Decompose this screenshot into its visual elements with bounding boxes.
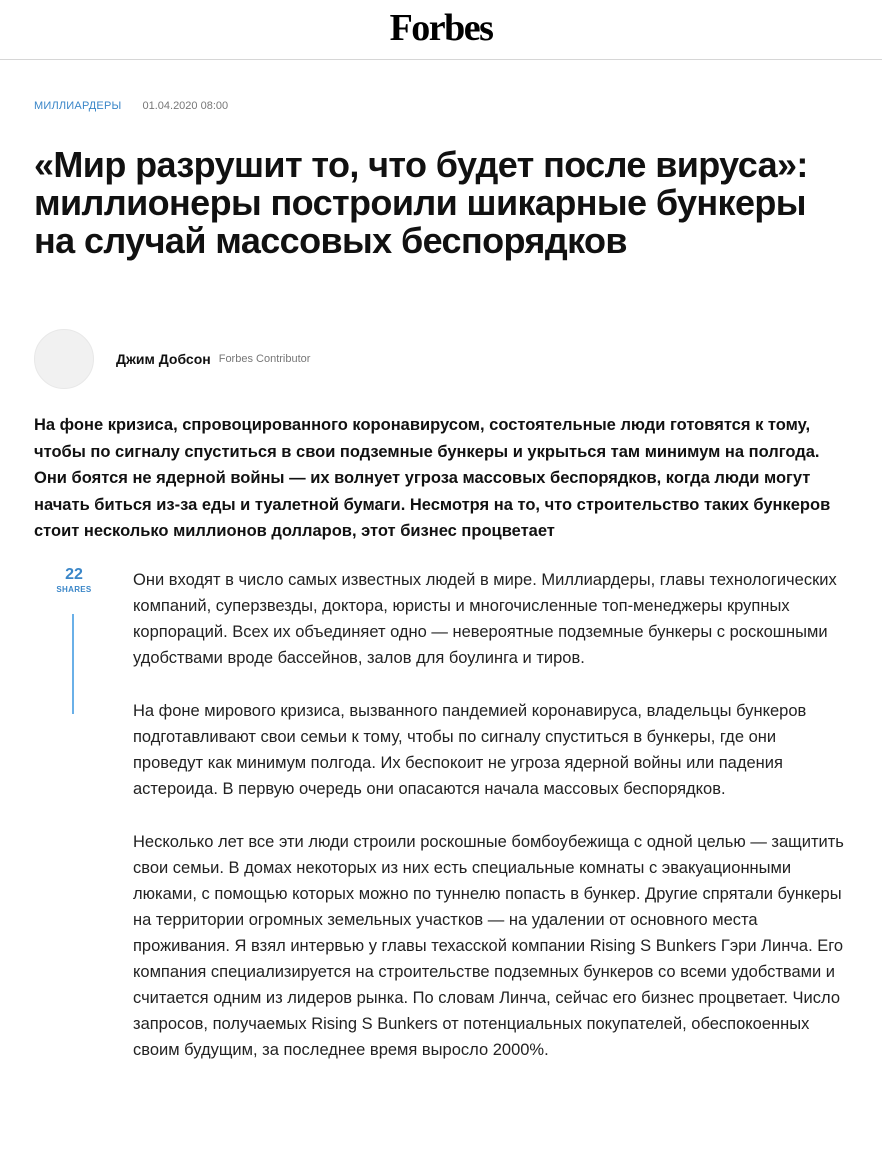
site-header <box>0 0 882 60</box>
author-byline <box>34 328 310 390</box>
body-paragraph: Несколько лет все эти люди строили роскошные бомбоубежища с одной целью — защитить свои семьи. В домах некоторых из них есть специальные комнаты с эвакуационными люками, с помощью которых можно по туннелю попасть в бункер. Другие спрятали бункеры на территории огромных земельных участков — на удалении от основного места проживания. Я взял интервью у главы техасской компании Rising S Bunkers Гэри Линча. Его компания специализируется на строительстве подземных бункеров со всеми удобствами и считается одним из лидеров рынка. По словам Линча, сейчас его бизнес процветает. Число запросов, получаемых Rising S Bunkers от потенциальных покупателей, обеспокоенных своим будущим, за последнее время выросло 2000%. <box>133 833 844 1059</box>
publish-date: 01.04.2020 08:00 <box>142 100 229 112</box>
shares-counter[interactable] <box>48 566 100 596</box>
body-paragraph: Они входят в число самых известных людей в мире. Миллиардеры, главы технологических компаний, суперзвезды, доктора, юристы и многочисленные топ-менеджеры крупных корпораций. Всех их объединяет одно — невероятные подземные бункеры с роскошными удобствами вроде бассейнов, залов для боулинга и тиров. <box>133 571 837 667</box>
article-body <box>133 567 848 1090</box>
category-link[interactable]: МИЛЛИАРДЕРЫ <box>34 100 122 112</box>
article-lead: На фоне кризиса, спровоцированного коронавирусом, состоятельные люди готовятся к тому, чтобы по сигналу спуститься в свои подземные бункеры и укрыться там минимум на полгода. Они боятся не ядерной войны — их волнует угроза массовых беспорядков, когда люди могут начать биться из-за еды и туалетной бумаги. Несмотря на то, что строительство таких бункеров стоит несколько миллионов долларов, этот бизнес процветает <box>34 416 831 540</box>
author-avatar[interactable] <box>34 329 94 389</box>
shares-count: 22 <box>65 566 83 583</box>
author-role: Forbes Contributor <box>218 353 311 365</box>
body-paragraph: На фоне мирового кризиса, вызванного пандемией коронавируса, владельцы бункеров подготавливают свои семьи к тому, чтобы по сигналу спуститься в бункеры, где они проведут как минимум полгода. Их беспокоит не угроза ядерной войны или падения астероида. В первую очередь они опасаются начала массовых беспорядков. <box>133 702 807 798</box>
forbes-logo[interactable]: Forbes <box>389 7 493 49</box>
article-meta <box>34 100 228 112</box>
author-name-link[interactable]: Джим Добсон <box>116 351 211 367</box>
shares-divider <box>72 614 74 714</box>
shares-label: SHARES <box>56 585 92 594</box>
article-title: «Мир разрушит то, что будет после вируса»: миллионеры построили шикарные бункеры на случай массовых беспорядков <box>34 144 808 261</box>
